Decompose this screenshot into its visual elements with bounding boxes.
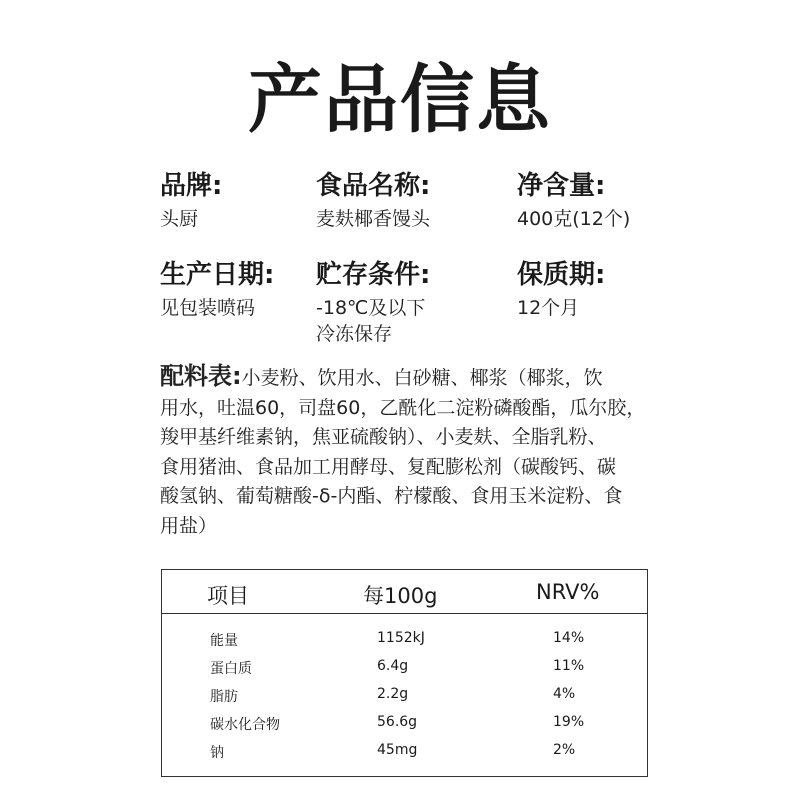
ingredients-list	[160, 362, 670, 541]
nutrient-nrv: 4%	[553, 686, 576, 702]
ingredients-line: 酸氢钠、葡萄糖酸-δ-内酯、柠檬酸、食用玉米淀粉、食	[160, 485, 623, 507]
ingredients-line: 用盐）	[160, 514, 218, 537]
table-row	[162, 738, 647, 766]
info-brand	[160, 170, 222, 232]
info-product-name	[316, 170, 430, 232]
header-nrv: NRV%	[536, 580, 600, 604]
nutrient-amount: 56.6g	[377, 714, 418, 730]
ingredients-line: 用水，吐温60，司盘60，乙酰化二淀粉磷酸酯，瓜尔胶，	[160, 396, 646, 419]
table-row	[162, 626, 647, 654]
nutrient-amount: 6.4g	[377, 658, 409, 674]
info-shelf-life	[517, 259, 605, 321]
page-title: 产品信息	[248, 57, 552, 143]
ingredients-text: 小麦粉、饮用水、白砂糖、椰浆（椰浆，饮	[241, 367, 603, 389]
header-item: 项目	[207, 584, 249, 608]
nutrient-name: 脂肪	[210, 689, 238, 705]
shelf-life-value: 12个月	[517, 297, 580, 319]
product-name-label: 食品名称:	[316, 171, 431, 201]
nutrient-amount: 1152kJ	[377, 630, 425, 646]
ingredients-line	[160, 362, 670, 394]
table-row	[162, 654, 647, 682]
production-date-label: 生产日期:	[160, 260, 275, 290]
storage-value-line2: 冷冻保存	[316, 323, 393, 345]
info-storage	[316, 259, 430, 347]
nutrient-name: 钠	[210, 745, 224, 761]
brand-value: 头厨	[160, 208, 199, 230]
info-net-content	[517, 170, 630, 232]
product-name-value: 麦麸椰香馒头	[316, 208, 431, 230]
nutrient-nrv: 11%	[553, 658, 585, 674]
shelf-life-label: 保质期:	[517, 260, 606, 290]
table-row	[162, 710, 647, 738]
info-production-date	[160, 259, 274, 321]
ingredients-line: 食用猪油、食品加工用酵母、复配膨松剂（碳酸钙、碳	[160, 455, 617, 478]
ingredients-line: 羧甲基纤维素钠，焦亚硫酸钠）、小麦麸、全脂乳粉、	[160, 426, 607, 448]
production-date-value: 见包装喷码	[160, 297, 256, 319]
table-row	[162, 682, 647, 710]
nutrient-name: 碳水化合物	[210, 717, 280, 733]
nutrient-nrv: 14%	[553, 630, 585, 646]
nutrient-name: 蛋白质	[210, 661, 252, 677]
net-content-label: 净含量:	[517, 171, 606, 201]
storage-label: 贮存条件:	[316, 260, 431, 290]
nutrient-amount: 45mg	[377, 742, 418, 758]
brand-label: 品牌:	[160, 171, 223, 201]
nutrient-nrv: 19%	[553, 714, 585, 730]
nutrient-amount: 2.2g	[377, 686, 409, 702]
nutrient-nrv: 2%	[553, 742, 576, 758]
net-content-value: 400克(12个)	[517, 208, 631, 230]
header-per-100g: 每100g	[363, 584, 438, 608]
storage-value: -18℃及以下	[316, 297, 426, 319]
nutrient-name: 能量	[210, 633, 238, 649]
ingredients-label: 配料表:	[160, 362, 242, 390]
nutrition-table	[161, 569, 648, 777]
nutrition-header	[162, 570, 647, 614]
